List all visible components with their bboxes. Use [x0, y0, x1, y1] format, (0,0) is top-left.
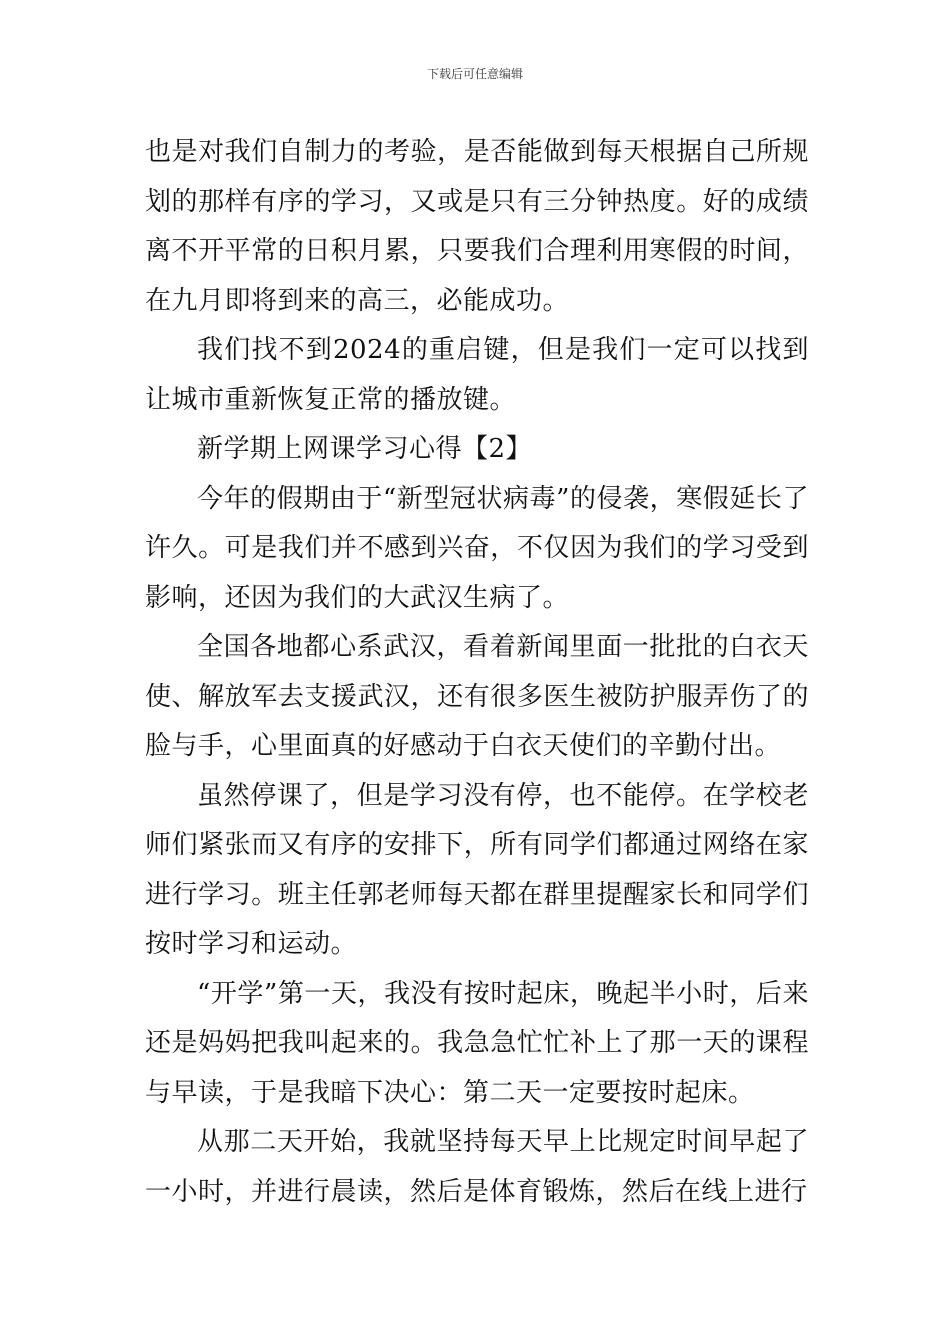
paragraph-continuation: 也是对我们自制力的考验，是否能做到每天根据自己所规划的那样有序的学习，又或是只有三分钟热度。好的成绩离不开平常的日积月累，只要我们合理利用寒假的时间，在九月即将到来的高三，必能成功。	[145, 137, 809, 316]
section-heading: 新学期上网课学习心得【2】	[197, 434, 533, 464]
page-header: 下载后可任意编辑	[426, 67, 523, 81]
paragraph-restart-key: 我们找不到2024的重启键，但是我们一定可以找到让城市重新恢复正常的播放键。	[145, 335, 809, 415]
paragraph-first-day: “开学”第一天，我没有按时起床，晚起半小时，后来还是妈妈把我叫起来的。我急急忙忙补上了那一天的课程与早读，于是我暗下决心：第二天一定要按时起床。	[145, 978, 809, 1108]
document-body	[145, 128, 809, 1217]
paragraph-wuhan: 全国各地都心系武汉，看着新闻里面一批批的白衣天使、解放军去支援武汉，还有很多医生被防护服弄伤了的脸与手，心里面真的好感动于白衣天使们的辛勤付出。	[145, 632, 809, 761]
paragraph-holiday: 今年的假期由于“新型冠状病毒”的侵袭，寒假延长了许久。可是我们并不感到兴奋，不仅因为我们的学习受到影响，还因为我们的大武汉生病了。	[145, 483, 809, 613]
paragraph-online-study: 虽然停课了，但是学习没有停，也不能停。在学校老师们紧张而又有序的安排下，所有同学们都通过网络在家进行学习。班主任郭老师每天都在群里提醒家长和同学们按时学习和运动。	[145, 780, 809, 959]
paragraph-routine: 从那二天开始，我就坚持每天早上比规定时间早起了一小时，并进行晨读，然后是体育锻炼，然后在线上进行	[145, 1127, 809, 1207]
